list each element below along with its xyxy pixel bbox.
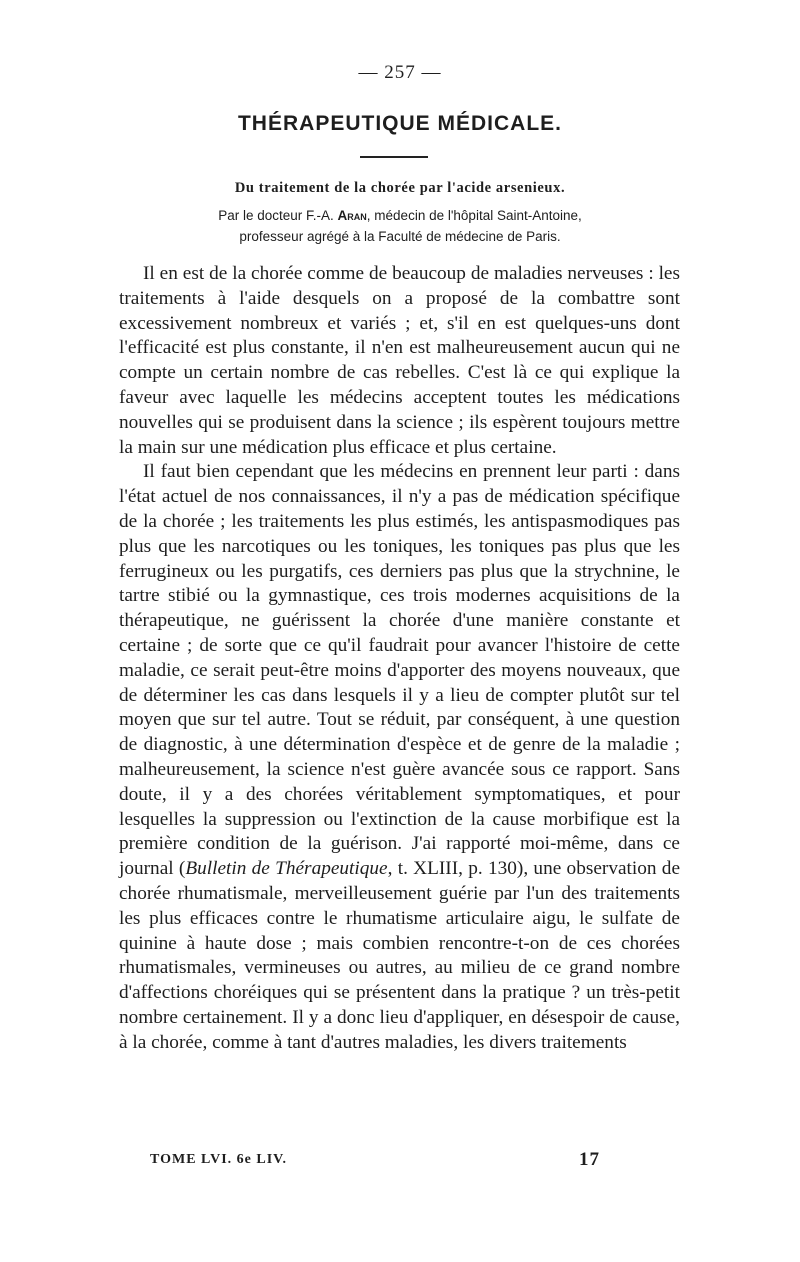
sheet-number: 17 [579, 1149, 600, 1170]
author-line-1 [0, 205, 800, 226]
paragraph-2 [119, 460, 680, 1055]
author-line-2: professeur agrégé à la Faculté de médecine de Paris. [239, 229, 561, 244]
author-affiliation: , médecin de l'hôpital Saint-Antoine, [366, 208, 582, 223]
paragraph-2-text-b: , t. XLIII, p. 130), une observation de chorée rhumatismale, merveilleusement guérie par l'un des traitements les plus efficaces contre le rhumatisme articulaire aigu, le sulfate de quinine à haute dose ; mais combien rencontre-t-on de ces chorées rhumatismales, vermineuses ou autres, au milieu de ce grand nombre d'affections choréiques qui se présentent dans la pratique ? un très-petit nombre certainement. Il y a donc lieu d'appliquer, en désespoir de cause, à la chorée, comme à tant d'autres maladies, les divers traitements [119, 858, 681, 1053]
journal-citation: Bulletin de Thérapeutique [185, 858, 388, 880]
article-title: Du traitement de la chorée par l'acide arsenieux. [234, 180, 566, 196]
author-prefix: Par le docteur F.-A. [218, 208, 338, 223]
section-title: THÉRAPEUTIQUE MÉDICALE. [237, 112, 562, 135]
article-body [119, 262, 680, 1056]
author-block [0, 205, 800, 247]
page-number: — 257 — [358, 62, 442, 83]
author-name: Aran [337, 208, 367, 223]
paragraph-1: Il en est de la chorée comme de beaucoup de maladies nerveuses : les traitements à l'aide desquels on a proposé de la combattre sont excessivement nombreux et variés ; et, s'il en est quelques-uns dont l'efficacité est plus constante, il n'en est malheureusement aucun qui ne compte un certain nombre de cas rebelles. C'est là ce qui explique la faveur avec laquelle les médecins acceptent toutes les médications nouvelles qui se produisent dans la science ; ils espèrent toujours mettre la main sur une médication plus efficace et plus certaine. [119, 263, 680, 458]
title-rule [360, 156, 428, 158]
paragraph-2-text-a: Il faut bien cependant que les médecins en prennent leur parti : dans l'état actuel de nos connaissances, il n'y a pas de médication spécifique de la chorée ; les traitements les plus estimés, les antispasmodiques pas plus que les narcotiques ou les toniques, les toniques pas plus que les ferrugineux ou les purgatifs, ces derniers pas plus que la strychnine, le tartre stibié ou la gymnastique, ces trois modernes acquisitions de la thérapeutique, ne guérissent la chorée d'une manière constante et certaine ; de sorte que ce qu'il faudrait pour avancer l'histoire de cette maladie, ce serait peut-être moins d'apporter des moyens nouveaux, que de déterminer les cas dans lesquels il y a lieu de compter plutôt sur tel moyen que sur tel autre. Tout se réduit, par conséquent, à une question de diagnostic, à une détermination d'espèce et de genre de la maladie ; malheureusement, la science n'est guère avancée sous ce rapport. Sans doute, il y a des chorées véritablement symptomatiques, et pour lesquelles la suppression ou l'extinction de la cause morbifique est la première condition de la guérison. J'ai rapporté moi-même, dans ce journal ( [119, 461, 680, 880]
volume-signature: TOME LVI. 6e LIV. [150, 1152, 287, 1167]
